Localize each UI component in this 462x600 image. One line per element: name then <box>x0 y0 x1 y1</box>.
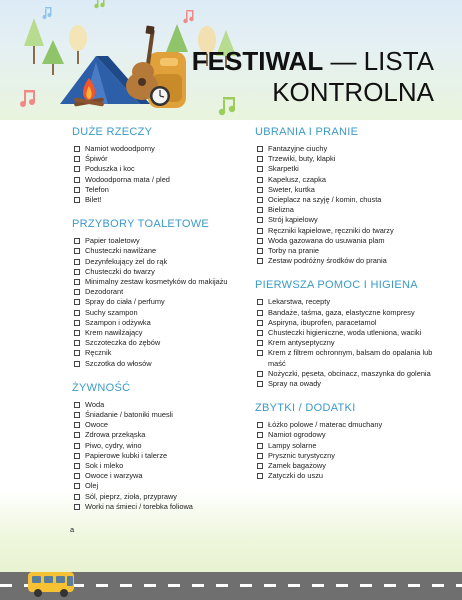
checkbox[interactable] <box>257 299 263 305</box>
section-heading: PIERWSZA POMOC I HIGIENA <box>255 279 418 292</box>
checklist-item <box>72 154 257 164</box>
title-bold: FESTIWAL <box>191 46 324 76</box>
checklist-item <box>255 369 440 379</box>
checklist-item <box>255 175 440 185</box>
checklist-item-label: Krem nawilżający <box>85 328 143 338</box>
checkbox[interactable] <box>74 177 80 183</box>
checklist-item-label: Zestaw podróżny środków do prania <box>268 256 387 266</box>
checklist-item <box>72 461 257 471</box>
title-rest: — LISTA KONTROLNA <box>272 46 434 107</box>
checkbox[interactable] <box>74 330 80 336</box>
checkbox[interactable] <box>74 483 80 489</box>
right-column <box>255 126 440 494</box>
checklist-item-label: Chusteczki do twarzy <box>85 266 155 276</box>
checklist-item <box>72 502 257 512</box>
checkbox[interactable] <box>74 361 80 367</box>
checkbox[interactable] <box>257 350 263 356</box>
checklist-item <box>72 492 257 502</box>
checkbox[interactable] <box>74 259 80 265</box>
checklist-item <box>72 246 257 256</box>
checklist-item-label: Bandaże, taśma, gaza, elastyczne kompresy <box>268 307 415 317</box>
page-title <box>174 46 434 108</box>
checklist-item-label: Chusteczki nawilżane <box>85 246 157 256</box>
checklist-item <box>72 400 257 410</box>
checklist-item-label: Aspiryna, ibuprofen, paracetamol <box>268 317 377 327</box>
checkbox[interactable] <box>257 371 263 377</box>
checkbox[interactable] <box>257 310 263 316</box>
checkbox[interactable] <box>74 320 80 326</box>
checkbox[interactable] <box>74 289 80 295</box>
checklist-item-label: Szampon i odżywka <box>85 317 151 327</box>
checkbox[interactable] <box>257 443 263 449</box>
checkbox[interactable] <box>257 217 263 223</box>
checkbox[interactable] <box>257 238 263 244</box>
checklist-item <box>255 297 440 307</box>
checklist-item <box>255 471 440 481</box>
section-heading: UBRANIA I PRANIE <box>255 126 359 138</box>
checkbox[interactable] <box>74 432 80 438</box>
checklist-item-label: Namiot ogrodowy <box>268 430 326 440</box>
checklist-item <box>72 471 257 481</box>
checklist-item <box>255 144 440 154</box>
checklist-item <box>255 195 440 205</box>
checklist-item-label: Sól, pieprz, zioła, przyprawy <box>85 491 178 501</box>
checklist-item <box>255 328 440 338</box>
checkbox[interactable] <box>257 340 263 346</box>
checklist-item <box>255 256 440 266</box>
checkbox[interactable] <box>257 146 263 152</box>
checklist-item <box>72 420 257 430</box>
checkbox[interactable] <box>74 248 80 254</box>
checklist-item <box>72 328 257 338</box>
checklist-item <box>255 246 440 256</box>
checklist-section <box>72 126 257 205</box>
checkbox[interactable] <box>74 156 80 162</box>
checkbox[interactable] <box>74 146 80 152</box>
checkbox[interactable] <box>74 453 80 459</box>
checklist-item-label: Lampy solarne <box>268 440 317 450</box>
checkbox[interactable] <box>257 320 263 326</box>
checkbox[interactable] <box>257 258 263 264</box>
section-heading: ZBYTKI / DODATKI <box>255 402 356 415</box>
checklist-item-label: Krem antyseptyczny <box>268 338 335 348</box>
checklist-item-label: Owoce i warzywa <box>85 471 143 481</box>
checklist-item-label: Papier toaletowy <box>85 236 140 246</box>
checkbox[interactable] <box>257 197 263 203</box>
checklist-item <box>255 185 440 195</box>
checklist-item <box>255 461 440 471</box>
checklist-item-label: Dezynfekujący żel do rąk <box>85 256 168 266</box>
checklist-item <box>255 318 440 328</box>
checklist-item <box>72 287 257 297</box>
checklist-item <box>72 144 257 154</box>
checklist-item-label: Krem z filtrem ochronnym, balsam do opalania lub maść <box>268 348 433 368</box>
checkbox[interactable] <box>257 248 263 254</box>
checkbox[interactable] <box>74 310 80 316</box>
checklist-item <box>255 348 440 368</box>
section-heading: PRZYBORY TOALETOWE <box>72 218 210 231</box>
checkbox[interactable] <box>257 166 263 172</box>
checklist-item-label: Zatyczki do uszu <box>268 471 324 481</box>
checklist-item <box>255 379 440 389</box>
checklist-item-label: Zamek bagażowy <box>268 461 326 471</box>
checkbox[interactable] <box>74 340 80 346</box>
bus-icon <box>0 566 90 600</box>
checklist-item <box>255 420 440 430</box>
checklist-item-label: Papierowe kubki i talerze <box>85 450 168 460</box>
checklist-item-label: Bielizna <box>268 205 294 215</box>
checklist-item-label: Bilet! <box>85 195 102 205</box>
tree-icon <box>24 18 44 64</box>
checkbox[interactable] <box>74 402 80 408</box>
checkbox[interactable] <box>257 463 263 469</box>
checklist-section <box>72 218 257 369</box>
checklist-item <box>72 359 257 369</box>
music-note-icon <box>94 0 104 8</box>
checklist-item <box>72 297 257 307</box>
checklist-item-label: Sweter, kurtka <box>268 184 315 194</box>
checkbox[interactable] <box>74 197 80 203</box>
checklist-section <box>255 402 440 481</box>
checklist-item-label: Śpiwór <box>85 154 108 164</box>
checklist-item <box>255 338 440 348</box>
tree-icon <box>42 40 64 75</box>
checklist-item-label: Worki na śmieci / torebka foliowa <box>85 501 193 511</box>
checklist-item-label: Torby na pranie <box>268 246 319 256</box>
checklist-item <box>255 154 440 164</box>
checklist-item-label: Suchy szampon <box>85 307 138 317</box>
checklist-item <box>72 451 257 461</box>
checklist-item <box>72 338 257 348</box>
checkbox[interactable] <box>74 279 80 285</box>
checklist-item <box>255 451 440 461</box>
checkbox[interactable] <box>74 350 80 356</box>
checklist-item-label: Woda gazowana do usuwania plam <box>268 235 385 245</box>
checklist-item <box>72 195 257 205</box>
checkbox[interactable] <box>74 238 80 244</box>
section-heading: ŻYWNOŚĆ <box>72 381 131 394</box>
checklist-item-label: Piwo, cydry, wino <box>85 440 142 450</box>
checkbox[interactable] <box>257 422 263 428</box>
checklist-item <box>72 348 257 358</box>
compass-icon <box>150 86 170 106</box>
music-note-icon <box>183 10 193 23</box>
checkbox[interactable] <box>257 177 263 183</box>
checkbox[interactable] <box>74 412 80 418</box>
checklist-section <box>255 126 440 266</box>
checklist-item-label: Łóżko polowe / materac dmuchany <box>268 420 383 430</box>
checklist-item-label: Fantazyjne ciuchy <box>268 144 328 153</box>
checklist-item-label: Zdrowa przekąska <box>85 430 146 440</box>
checklist-item <box>72 164 257 174</box>
checklist-item <box>72 441 257 451</box>
checklist-item <box>72 236 257 246</box>
checkbox[interactable] <box>257 330 263 336</box>
checklist-item <box>72 267 257 277</box>
checklist-item <box>255 164 440 174</box>
checklist-section <box>72 382 257 512</box>
checkbox[interactable] <box>257 432 263 438</box>
checklist-item <box>72 430 257 440</box>
left-column <box>72 126 257 534</box>
checklist-item-label: Chusteczki higieniczne, woda utleniona, waciki <box>268 328 422 338</box>
checklist-item <box>72 318 257 328</box>
music-note-icon <box>20 90 35 107</box>
checkbox[interactable] <box>257 473 263 479</box>
checklist-item-label: Skarpetki <box>268 164 299 174</box>
checkbox[interactable] <box>257 156 263 162</box>
checkbox[interactable] <box>257 187 263 193</box>
checklist-item-label: Minimalny zestaw kosmetyków do makijażu <box>85 277 228 287</box>
checklist-item-label: Spray na owady <box>268 379 321 389</box>
checklist-item-label: Dezodorant <box>85 287 124 297</box>
checklist-item <box>72 308 257 318</box>
checklist-item <box>72 277 257 287</box>
checklist-item-label: Strój kąpielowy <box>268 215 318 225</box>
checklist-item-label: Kapelusz, czapka <box>268 174 326 184</box>
checklist-item-label: Ocieplacz na szyję / komin, chusta <box>268 195 382 205</box>
checklist-item-label: Telefon <box>85 184 109 194</box>
checklist-section <box>255 279 440 389</box>
checklist-item-label: Trzewiki, buty, klapki <box>268 154 336 164</box>
checklist-item-label: Spray do ciała / perfumy <box>85 297 165 307</box>
checklist-item-label: Namiot wodoodporny <box>85 144 155 153</box>
checklist-item-label: Sok i mleko <box>85 461 124 471</box>
checkbox[interactable] <box>74 504 80 510</box>
checklist-item-label: Szczoteczka do zębów <box>85 338 161 348</box>
checklist-item <box>255 215 440 225</box>
checkbox[interactable] <box>74 494 80 500</box>
section-heading: DUŻE RZECZY <box>72 126 153 138</box>
checkbox[interactable] <box>74 166 80 172</box>
checkbox[interactable] <box>74 187 80 193</box>
checkbox[interactable] <box>257 207 263 213</box>
checklist-item-label: Śniadanie / batoniki muesli <box>85 410 173 420</box>
checklist-item <box>72 410 257 420</box>
trailing-text: a <box>70 525 75 535</box>
checklist-item <box>255 441 440 451</box>
checklist-item <box>255 308 440 318</box>
checklist-item <box>255 226 440 236</box>
checkbox[interactable] <box>74 443 80 449</box>
checkbox[interactable] <box>257 381 263 387</box>
checklist-item <box>72 481 257 491</box>
checklist-item-label: Woda <box>85 399 105 409</box>
checklist-item-label: Szczotka do włosów <box>85 358 152 368</box>
checkbox[interactable] <box>74 473 80 479</box>
music-note-icon <box>43 7 52 19</box>
checkbox[interactable] <box>74 463 80 469</box>
checklist-item-label: Poduszka i koc <box>85 164 135 174</box>
checklist-item <box>255 430 440 440</box>
checklist-item-label: Olej <box>85 481 99 491</box>
checkbox[interactable] <box>257 228 263 234</box>
checklist-item <box>72 257 257 267</box>
checkbox[interactable] <box>257 453 263 459</box>
checkbox[interactable] <box>74 422 80 428</box>
checklist-item <box>72 185 257 195</box>
checklist-item-label: Wodoodporna mata / pled <box>85 174 170 184</box>
checklist-item-label: Prysznic turystyczny <box>268 450 335 460</box>
checklist-item <box>255 236 440 246</box>
checkbox[interactable] <box>74 269 80 275</box>
checklist-item-label: Ręcznik <box>85 348 112 358</box>
checklist-item-label: Ręczniki kąpielowe, ręczniki do twarzy <box>268 225 394 235</box>
checkbox[interactable] <box>74 299 80 305</box>
checklist-item <box>72 175 257 185</box>
checklist-item-label: Lekarstwa, recepty <box>268 297 331 307</box>
checklist-item <box>255 205 440 215</box>
tree-icon <box>69 25 87 64</box>
checklist-item-label: Nożyczki, pęseta, obcinacz, maszynka do golenia <box>268 368 431 378</box>
checklist-item-label: Owoce <box>85 420 109 430</box>
